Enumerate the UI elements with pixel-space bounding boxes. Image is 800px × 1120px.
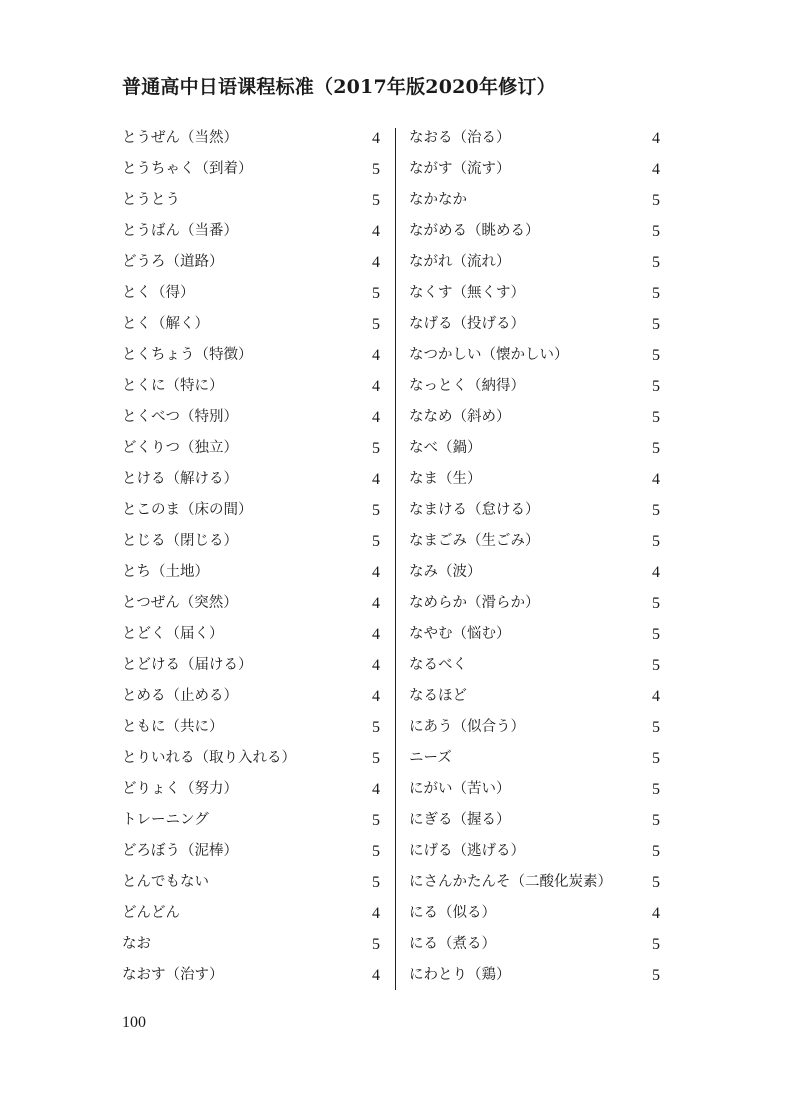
column-divider <box>395 128 396 990</box>
vocab-level: 4 <box>372 130 380 147</box>
vocab-level: 4 <box>372 471 380 488</box>
vocab-row <box>122 526 380 557</box>
vocab-row <box>122 495 380 526</box>
vocab-row <box>122 836 380 867</box>
page-number: 100 <box>122 1014 146 1031</box>
vocab-word: とじる（閉じる） <box>122 533 238 549</box>
vocab-level: 5 <box>652 378 660 395</box>
vocab-level: 4 <box>372 378 380 395</box>
vocab-word: とく（解く） <box>122 316 209 332</box>
vocab-row <box>122 464 380 495</box>
vocab-word: なべ（鍋） <box>409 440 482 456</box>
vocab-word: ななめ（斜め） <box>409 409 511 425</box>
vocab-level: 5 <box>652 750 660 767</box>
vocab-level: 4 <box>372 657 380 674</box>
vocab-word: とうばん（当番） <box>122 223 238 239</box>
vocab-word: とく（得） <box>122 285 195 301</box>
vocab-level: 5 <box>652 781 660 798</box>
vocab-column-right <box>409 123 660 991</box>
vocab-word: とどく（届く） <box>122 626 224 642</box>
vocab-row <box>409 309 660 340</box>
vocab-row <box>409 681 660 712</box>
vocab-word: なまける（怠ける） <box>409 502 540 518</box>
vocab-word: にさんかたんそ（二酸化炭素） <box>409 874 612 890</box>
vocab-row <box>409 433 660 464</box>
vocab-level: 5 <box>652 409 660 426</box>
vocab-row <box>122 774 380 805</box>
vocab-row <box>409 154 660 185</box>
vocab-row <box>409 371 660 402</box>
vocab-word: とこのま（床の間） <box>122 502 253 518</box>
vocab-word: どりょく（努力） <box>122 781 238 797</box>
vocab-row <box>409 867 660 898</box>
vocab-row <box>409 278 660 309</box>
vocab-row <box>122 929 380 960</box>
vocab-word: にわとり（鶏） <box>409 967 511 983</box>
vocab-level: 5 <box>372 285 380 302</box>
vocab-row <box>409 495 660 526</box>
vocab-row <box>409 619 660 650</box>
vocab-level: 5 <box>372 502 380 519</box>
vocab-level: 4 <box>652 564 660 581</box>
vocab-word: にがい（苦い） <box>409 781 511 797</box>
vocab-word: とんでもない <box>122 874 209 890</box>
vocab-row <box>122 216 380 247</box>
vocab-level: 5 <box>372 843 380 860</box>
vocab-level: 5 <box>652 223 660 240</box>
vocab-row <box>409 464 660 495</box>
vocab-word: にげる（逃げる） <box>409 843 525 859</box>
vocab-level: 5 <box>652 347 660 364</box>
vocab-word: どくりつ（独立） <box>122 440 238 456</box>
vocab-row <box>409 526 660 557</box>
vocab-row <box>409 650 660 681</box>
vocab-row <box>122 743 380 774</box>
vocab-level: 4 <box>372 781 380 798</box>
vocab-level: 4 <box>372 626 380 643</box>
vocab-level: 5 <box>652 719 660 736</box>
vocab-word: ともに（共に） <box>122 719 224 735</box>
vocab-row <box>122 402 380 433</box>
vocab-word: どうろ（道路） <box>122 254 224 270</box>
vocab-word: ながれ（流れ） <box>409 254 511 270</box>
vocab-row <box>409 929 660 960</box>
vocab-word: なみ（波） <box>409 564 482 580</box>
vocab-word: とりいれる（取り入れる） <box>122 750 296 766</box>
vocab-level: 5 <box>652 316 660 333</box>
vocab-word: とうぜん（当然） <box>122 130 238 146</box>
vocab-word: なまごみ（生ごみ） <box>409 533 540 549</box>
vocab-word: なくす（無くす） <box>409 285 525 301</box>
vocab-level: 4 <box>652 161 660 178</box>
vocab-level: 5 <box>372 161 380 178</box>
vocab-row <box>122 898 380 929</box>
vocab-word: なっとく（納得） <box>409 378 525 394</box>
vocab-row <box>409 185 660 216</box>
vocab-word: にる（煮る） <box>409 936 496 952</box>
vocab-row <box>409 340 660 371</box>
vocab-level: 4 <box>652 471 660 488</box>
vocab-row <box>122 650 380 681</box>
vocab-row <box>409 216 660 247</box>
vocab-level: 5 <box>372 533 380 550</box>
vocab-level: 5 <box>652 874 660 891</box>
vocab-level: 5 <box>652 657 660 674</box>
vocab-word: にぎる（握る） <box>409 812 511 828</box>
vocab-level: 5 <box>652 192 660 209</box>
vocab-row <box>409 247 660 278</box>
vocab-level: 4 <box>372 223 380 240</box>
vocab-level: 4 <box>372 905 380 922</box>
vocab-word: どろぼう（泥棒） <box>122 843 238 859</box>
vocab-word: とくちょう（特徴） <box>122 347 253 363</box>
vocab-word: とうとう <box>122 192 180 208</box>
vocab-word: なめらか（滑らか） <box>409 595 540 611</box>
vocab-level: 5 <box>652 254 660 271</box>
vocab-level: 5 <box>652 843 660 860</box>
vocab-level: 4 <box>372 347 380 364</box>
vocab-row <box>409 805 660 836</box>
vocab-word: とつぜん（突然） <box>122 595 238 611</box>
vocab-row <box>122 371 380 402</box>
vocab-row <box>409 960 660 991</box>
vocab-column-left <box>122 123 380 991</box>
vocab-level: 5 <box>652 967 660 984</box>
vocab-row <box>122 867 380 898</box>
vocab-level: 5 <box>372 750 380 767</box>
vocab-word: なお <box>122 936 151 952</box>
vocab-level: 5 <box>372 936 380 953</box>
vocab-level: 4 <box>372 564 380 581</box>
vocab-word: とくべつ（特別） <box>122 409 238 425</box>
vocab-level: 5 <box>652 502 660 519</box>
vocab-word: なかなか <box>409 192 467 208</box>
vocab-row <box>122 619 380 650</box>
vocab-row <box>409 898 660 929</box>
vocab-word: にる（似る） <box>409 905 496 921</box>
vocab-level: 5 <box>652 812 660 829</box>
vocab-word: とくに（特に） <box>122 378 224 394</box>
vocab-row <box>122 712 380 743</box>
vocab-word: なま（生） <box>409 471 482 487</box>
vocab-row <box>409 743 660 774</box>
vocab-level: 4 <box>652 905 660 922</box>
vocab-row <box>122 433 380 464</box>
vocab-row <box>409 557 660 588</box>
vocab-row <box>122 960 380 991</box>
vocab-row <box>409 712 660 743</box>
vocab-row <box>122 340 380 371</box>
vocab-word: ながす（流す） <box>409 161 511 177</box>
vocab-level: 4 <box>372 409 380 426</box>
vocab-word: とうちゃく（到着） <box>122 161 253 177</box>
vocab-level: 5 <box>372 192 380 209</box>
vocab-level: 5 <box>652 936 660 953</box>
vocab-level: 5 <box>652 285 660 302</box>
vocab-level: 4 <box>372 688 380 705</box>
page-title: 普通高中日语课程标准（2017年版2020年修订） <box>122 76 556 98</box>
vocab-row <box>409 836 660 867</box>
vocab-row <box>122 588 380 619</box>
vocab-row <box>409 588 660 619</box>
vocab-row <box>409 123 660 154</box>
vocab-level: 5 <box>372 316 380 333</box>
vocab-word: ながめる（眺める） <box>409 223 540 239</box>
vocab-level: 4 <box>652 130 660 147</box>
vocab-row <box>122 154 380 185</box>
vocab-row <box>409 402 660 433</box>
vocab-word: とめる（止める） <box>122 688 238 704</box>
vocab-word: なやむ（悩む） <box>409 626 511 642</box>
vocab-level: 5 <box>652 595 660 612</box>
vocab-level: 5 <box>372 719 380 736</box>
vocab-word: なげる（投げる） <box>409 316 525 332</box>
vocab-word: ニーズ <box>409 750 452 766</box>
vocab-level: 4 <box>372 967 380 984</box>
vocab-row <box>122 309 380 340</box>
vocab-level: 5 <box>652 626 660 643</box>
vocab-row <box>122 557 380 588</box>
vocab-level: 4 <box>372 254 380 271</box>
vocab-word: にあう（似合う） <box>409 719 525 735</box>
vocab-level: 5 <box>652 440 660 457</box>
vocab-word: とち（土地） <box>122 564 209 580</box>
vocab-word: なおる（治る） <box>409 130 511 146</box>
vocab-row <box>122 278 380 309</box>
vocab-level: 4 <box>372 595 380 612</box>
vocab-word: なつかしい（懐かしい） <box>409 347 569 363</box>
vocab-level: 5 <box>372 812 380 829</box>
vocab-word: とける（解ける） <box>122 471 238 487</box>
vocab-level: 5 <box>372 440 380 457</box>
vocab-row <box>122 247 380 278</box>
vocab-row <box>409 774 660 805</box>
vocab-level: 4 <box>652 688 660 705</box>
vocab-word: とどける（届ける） <box>122 657 253 673</box>
vocab-level: 5 <box>372 874 380 891</box>
vocab-level: 5 <box>652 533 660 550</box>
vocab-row <box>122 123 380 154</box>
vocab-row <box>122 185 380 216</box>
vocab-row <box>122 805 380 836</box>
vocab-row <box>122 681 380 712</box>
vocab-word: なるべく <box>409 657 467 673</box>
vocab-word: なるほど <box>409 688 467 704</box>
vocab-word: どんどん <box>122 905 180 921</box>
vocab-word: トレーニング <box>122 812 209 828</box>
vocab-word: なおす（治す） <box>122 967 224 983</box>
